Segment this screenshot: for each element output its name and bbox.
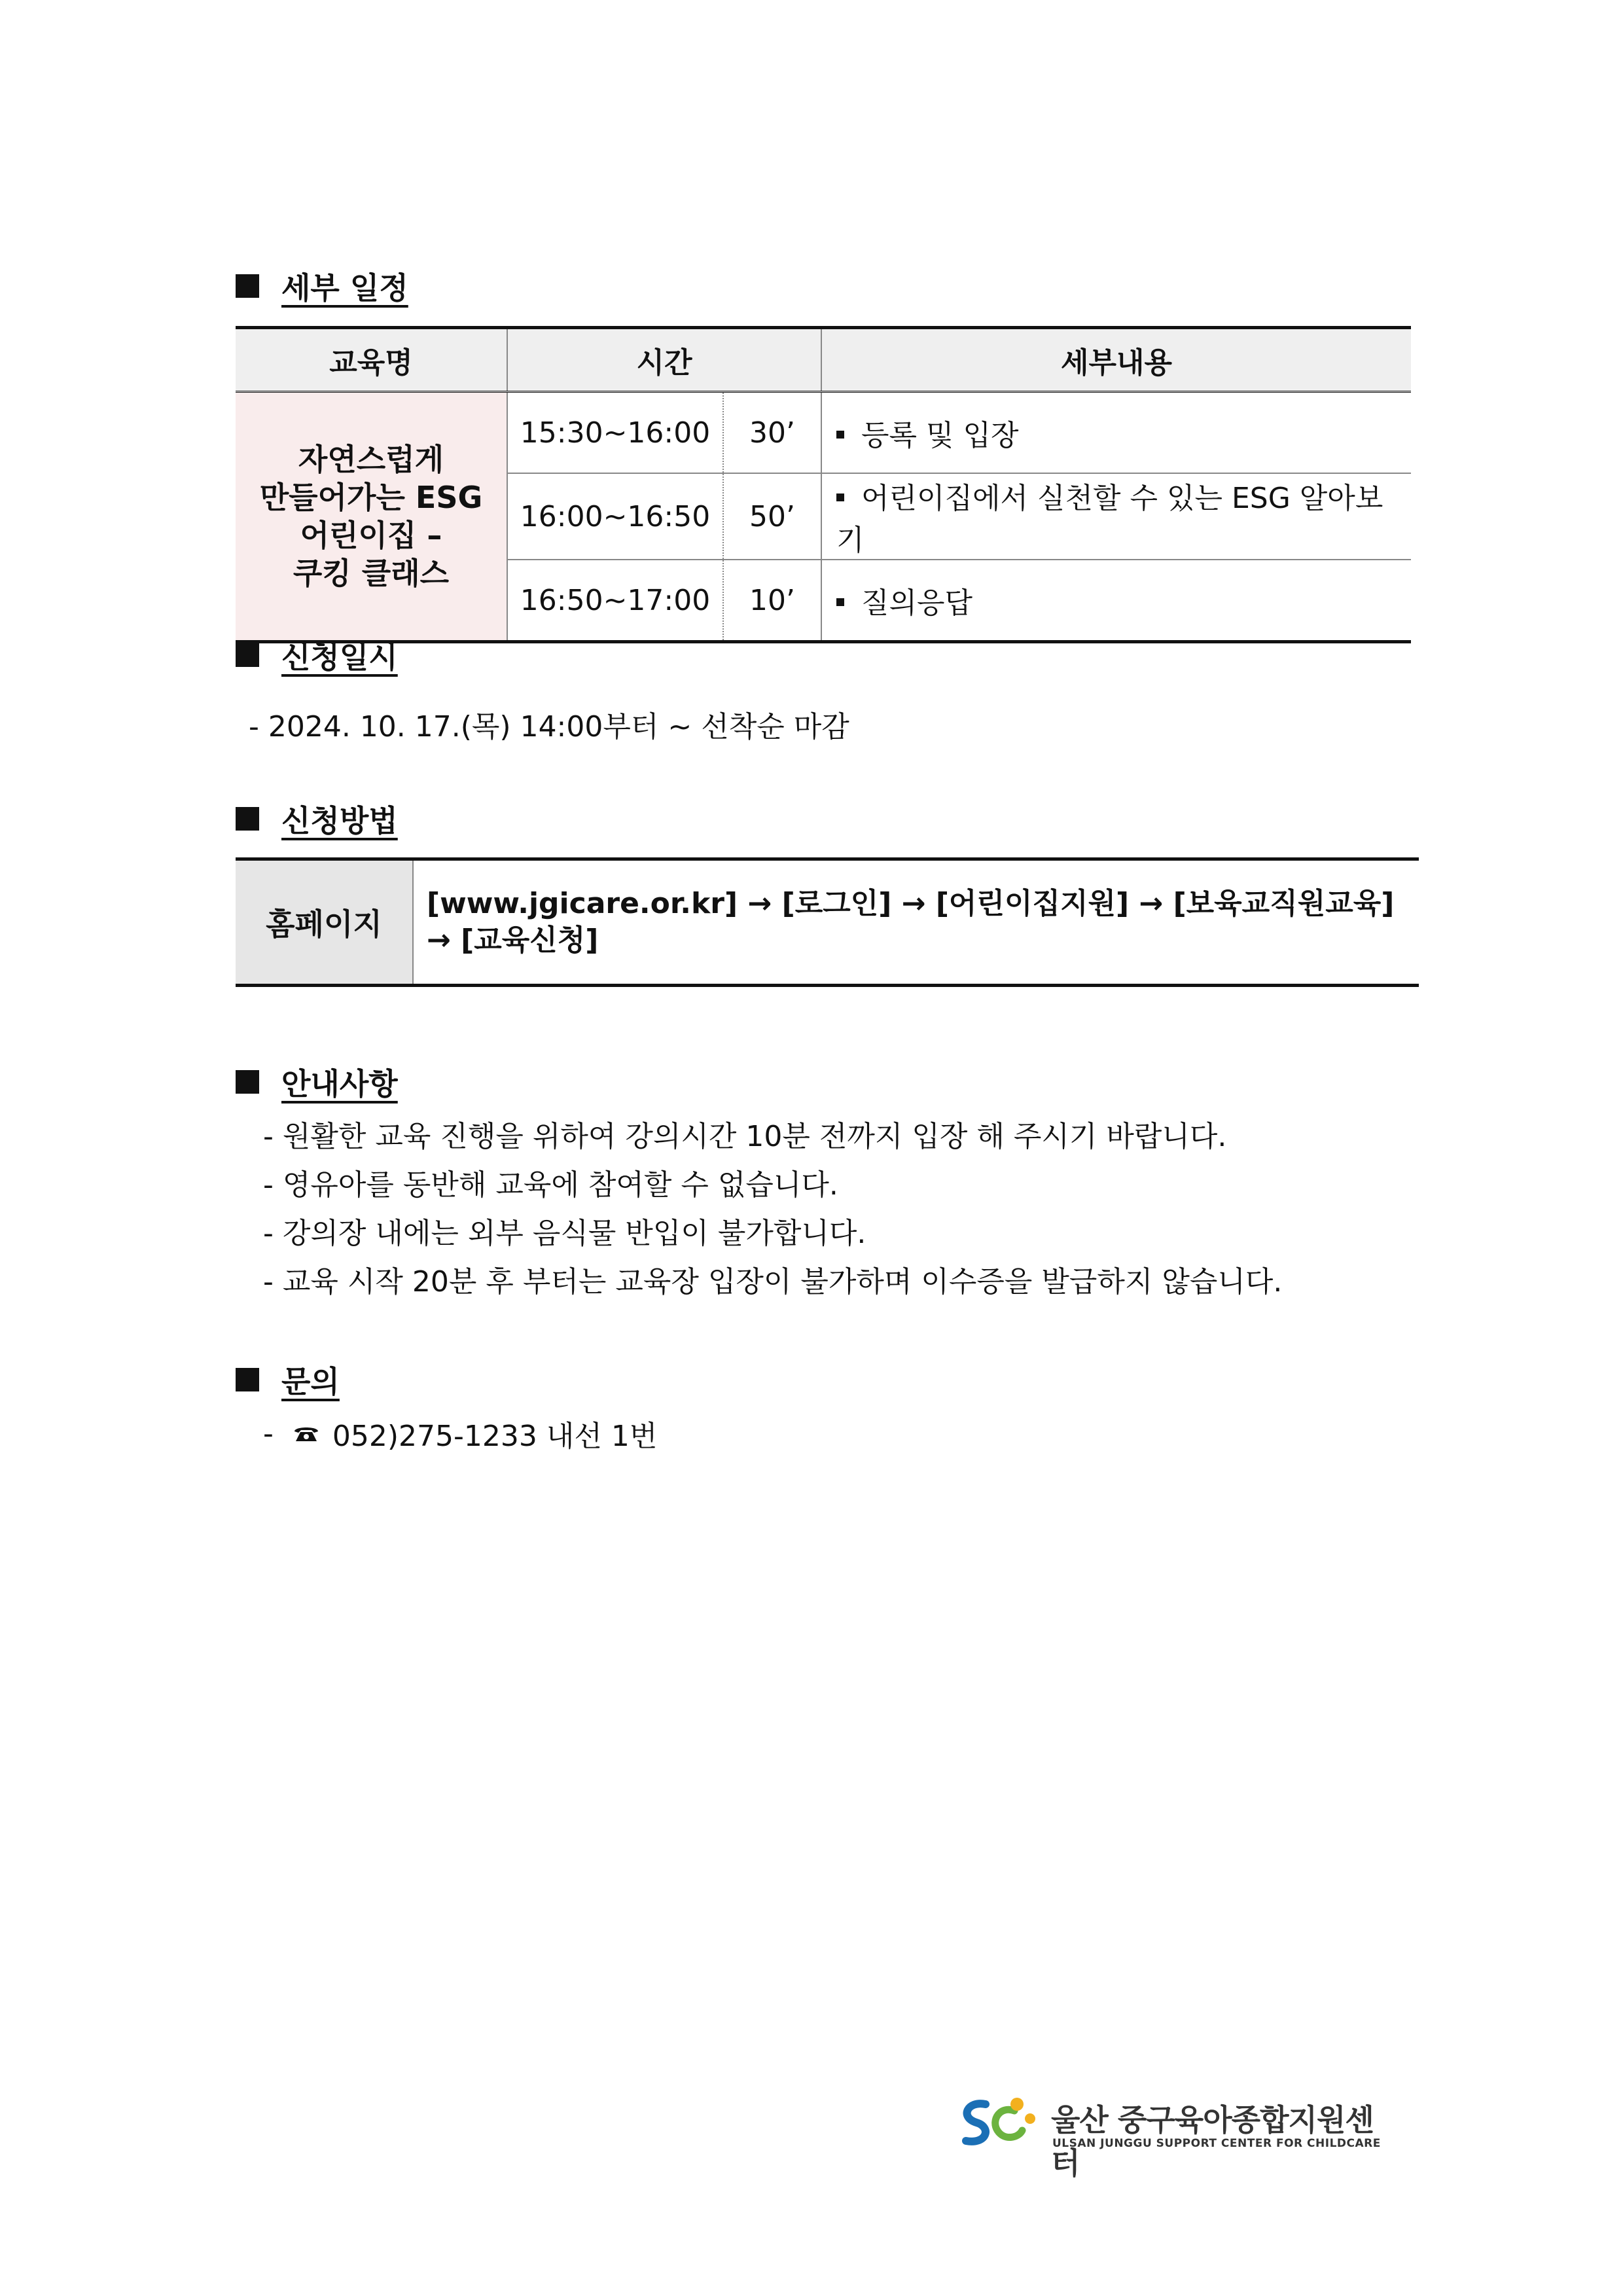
notice-item: - 강의장 내에는 외부 음식물 반입이 불가합니다. <box>263 1217 866 1250</box>
square-bullet-icon <box>236 1368 259 1391</box>
contact-prefix: - <box>263 1416 274 1450</box>
detail-text: 질의응답 <box>861 586 973 620</box>
section-title: 안내사항 <box>281 1066 398 1102</box>
square-bullet-icon <box>836 431 844 439</box>
course-name-line: 만들어가는 ESG <box>259 480 483 515</box>
organization-logo <box>954 2091 1386 2181</box>
section-title: 신청일시 <box>281 639 398 675</box>
course-name-cell <box>236 392 507 642</box>
notice-item: - 영유아를 동반해 교육에 참여할 수 없습니다. <box>263 1168 838 1202</box>
method-path-cell <box>413 859 1419 986</box>
square-bullet-icon <box>836 598 844 606</box>
course-name-line: 자연스럽게 <box>298 442 444 477</box>
detail-text: 어린이집에서 실천할 수 있는 ESG 알아보기 <box>836 482 1383 557</box>
method-path-line: [www.jgicare.or.kr] → [로그인] → [어린이집지원] → [보육교직원교육] <box>427 887 1395 920</box>
detail-text: 등록 및 입장 <box>861 419 1019 452</box>
logo-name-english: ULSAN JUNGGU SUPPORT CENTER FOR CHILDCARE <box>1052 2137 1381 2150</box>
column-header: 교육명 <box>236 328 507 392</box>
square-bullet-icon <box>236 1070 259 1094</box>
method-path-line: → [교육신청] <box>427 924 599 957</box>
square-bullet-icon <box>836 493 844 501</box>
duration-cell: 10’ <box>723 560 821 642</box>
duration-cell: 30’ <box>723 392 821 474</box>
time-cell: 16:50~17:00 <box>507 560 723 642</box>
square-bullet-icon <box>236 643 259 667</box>
section-apply-date-heading <box>236 634 398 677</box>
apply-method-table-container <box>236 857 1419 987</box>
detail-cell <box>821 473 1411 560</box>
contact-text: 052)275-1233 내선 1번 <box>332 1420 658 1453</box>
time-cell: 15:30~16:00 <box>507 392 723 474</box>
apply-method-table <box>236 857 1419 987</box>
course-name-line: 어린이집 – <box>300 518 442 553</box>
table-row <box>236 859 1419 986</box>
method-label-cell: 홈페이지 <box>236 859 413 986</box>
contact-line <box>263 1412 657 1454</box>
square-bullet-icon <box>236 274 259 298</box>
section-contact-heading <box>236 1358 340 1401</box>
section-apply-method-heading <box>236 797 398 840</box>
detail-cell <box>821 560 1411 642</box>
logo-mark-icon <box>954 2091 1046 2157</box>
phone-icon <box>292 1417 321 1450</box>
schedule-table <box>236 326 1411 643</box>
course-name-line: 쿠킹 클래스 <box>293 556 450 591</box>
section-title: 신청방법 <box>281 803 398 838</box>
section-schedule-heading <box>236 264 408 308</box>
time-cell: 16:00~16:50 <box>507 473 723 560</box>
schedule-table-container <box>236 326 1411 643</box>
column-header: 시간 <box>507 328 821 392</box>
section-title: 문의 <box>281 1364 340 1399</box>
apply-date-text: - 2024. 10. 17.(목) 14:00부터 ~ 선착순 마감 <box>249 710 849 744</box>
column-header: 세부내용 <box>821 328 1411 392</box>
square-bullet-icon <box>236 807 259 831</box>
duration-cell: 50’ <box>723 473 821 560</box>
notice-item: - 원활한 교육 진행을 위하여 강의시간 10분 전까지 입장 해 주시기 바랍니다. <box>263 1120 1227 1153</box>
section-title: 세부 일정 <box>281 270 408 306</box>
section-notice-heading <box>236 1060 398 1103</box>
notice-item: - 교육 시작 20분 후 부터는 교육장 입장이 불가하며 이수증을 발급하지 않습니다. <box>263 1265 1283 1299</box>
detail-cell <box>821 392 1411 474</box>
table-header-row <box>236 328 1411 392</box>
table-row <box>236 392 1411 474</box>
logo-name-korean: 울산 중구육아종합지원센터 <box>1051 2102 1374 2181</box>
